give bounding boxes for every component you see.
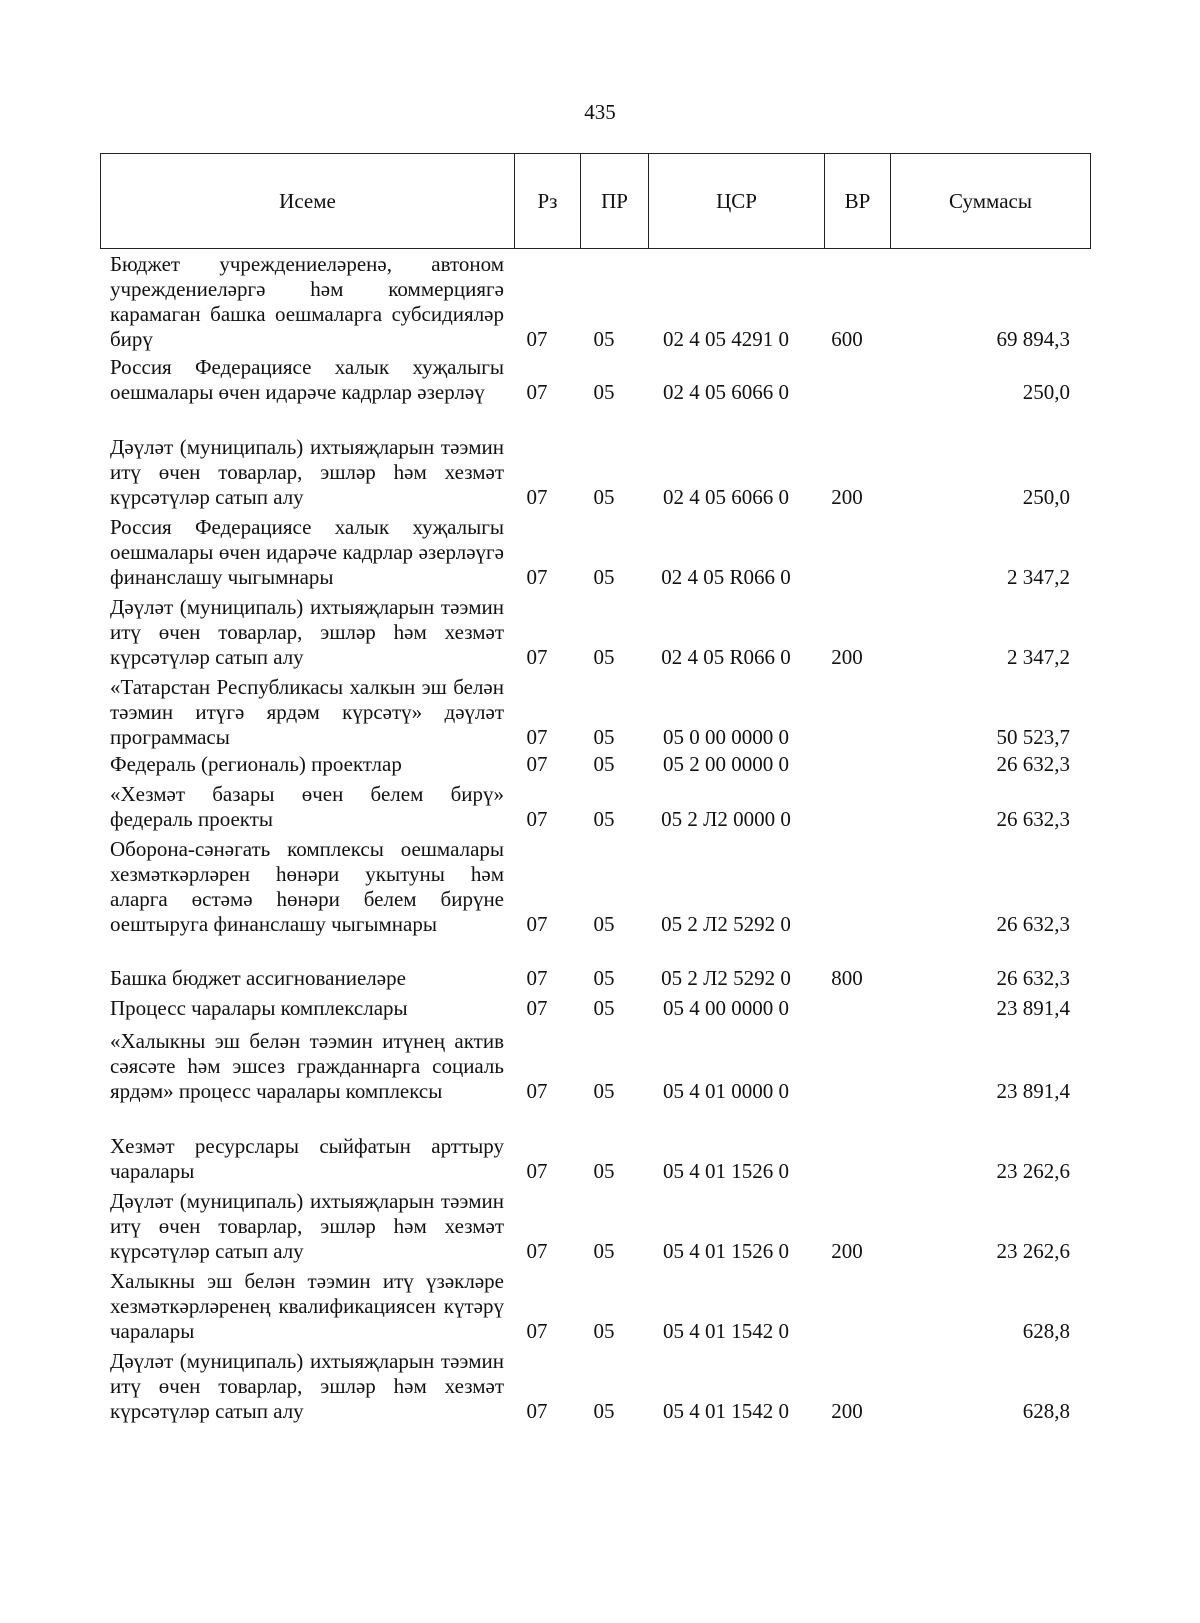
row-pr: 05	[593, 912, 615, 936]
row-sum: 23 891,4	[996, 1079, 1070, 1103]
row-sum: 628,8	[1022, 1399, 1070, 1423]
row-pr: 05	[593, 1159, 615, 1183]
row-sum: 69 894,3	[996, 327, 1070, 351]
row-name: Россия Федерациясе халык хуҗалыгы оешмалары өчен идарәче кадрлар әзерләүгә финанслашу чыгымнары	[110, 515, 504, 589]
row-pr: 05	[593, 1239, 615, 1263]
row-csr: 05 2 Л2 5292 0	[661, 966, 791, 990]
row-vr: 200	[831, 1239, 863, 1263]
row-sum: 628,8	[1022, 1319, 1070, 1343]
row-csr: 05 2 00 0000 0	[663, 752, 789, 776]
row-pr: 05	[593, 645, 615, 669]
column-header-vr: ВР	[825, 154, 891, 249]
row-vr: 200	[831, 1399, 863, 1423]
row-sum: 2 347,2	[1007, 645, 1070, 669]
row-sum: 50 523,7	[996, 725, 1070, 749]
table-row	[100, 1349, 1090, 1424]
row-name: Хезмәт ресурслары сыйфатын арттыру чаралары	[110, 1134, 504, 1183]
row-pr: 05	[593, 565, 615, 589]
row-name: Дәүләт (муниципаль) ихтыяҗларын тәэмин итү өчен товарлар, эшләр һәм хезмәт күрсәтүләр сатып алу	[110, 1189, 504, 1263]
row-name: Оборона-сәнәгать комплексы оешмалары хезмәткәрләрен һөнәри укытуны һәм аларга өстәмә һөнәри белем бирүне оештыруга финанслашу чыгымнары	[110, 837, 504, 936]
row-sum: 26 632,3	[996, 807, 1070, 831]
table-row	[100, 782, 1090, 832]
row-pr: 05	[593, 807, 615, 831]
row-csr: 05 4 01 1526 0	[663, 1239, 789, 1263]
row-csr: 02 4 05 R066 0	[661, 645, 791, 669]
row-sum: 26 632,3	[996, 752, 1070, 776]
row-rz: 07	[526, 966, 548, 990]
table-row	[100, 515, 1090, 590]
row-name: Дәүләт (муниципаль) ихтыяҗларын тәэмин итү өчен товарлар, эшләр һәм хезмәт күрсәтүләр сатып алу	[110, 595, 504, 669]
row-name: Россия Федерациясе халык хуҗалыгы оешмалары өчен идарәче кадрлар әзерләү	[110, 355, 504, 404]
row-pr: 05	[593, 996, 615, 1020]
row-rz: 07	[526, 752, 548, 776]
row-name: Бюджет учреждениеләренә, автоном учреждениеләргә һәм коммерциягә карамаган башка оешмаларга субсидияләр бирү	[110, 252, 504, 351]
table-row	[100, 675, 1090, 750]
row-name: Дәүләт (муниципаль) ихтыяҗларын тәэмин итү өчен товарлар, эшләр һәм хезмәт күрсәтүләр сатып алу	[110, 1349, 504, 1423]
table-row	[100, 1134, 1090, 1184]
row-rz: 07	[526, 1399, 548, 1423]
table-row	[100, 1269, 1090, 1344]
row-pr: 05	[593, 1399, 615, 1423]
row-sum: 23 262,6	[996, 1239, 1070, 1263]
row-rz: 07	[526, 485, 548, 509]
table-row	[100, 595, 1090, 670]
row-rz: 07	[526, 912, 548, 936]
row-sum: 250,0	[1022, 485, 1070, 509]
row-pr: 05	[593, 380, 615, 404]
row-pr: 05	[593, 1319, 615, 1343]
row-rz: 07	[526, 1319, 548, 1343]
row-rz: 07	[526, 1239, 548, 1263]
column-header-name: Исеме	[101, 154, 515, 249]
row-csr: 02 4 05 4291 0	[663, 327, 789, 351]
table-row	[100, 252, 1090, 352]
row-sum: 250,0	[1022, 380, 1070, 404]
row-rz: 07	[526, 380, 548, 404]
table-row	[100, 435, 1090, 510]
table-row	[100, 966, 1090, 991]
row-name: Башка бюджет ассигнованиеләре	[110, 966, 406, 990]
row-rz: 07	[526, 1079, 548, 1103]
row-vr: 200	[831, 485, 863, 509]
page-number: 435	[584, 100, 616, 124]
table-row	[100, 1189, 1090, 1264]
table-row	[100, 837, 1090, 937]
row-sum: 23 891,4	[996, 996, 1070, 1020]
table-row	[100, 1029, 1090, 1104]
row-sum: 26 632,3	[996, 966, 1070, 990]
row-csr: 02 4 05 6066 0	[663, 380, 789, 404]
column-header-sum: Суммасы	[891, 154, 1091, 249]
row-pr: 05	[593, 327, 615, 351]
row-vr: 800	[831, 966, 863, 990]
row-name: Халыкны эш белән тәэмин итү үзәкләре хезмәткәрләренең квалификациясен күтәрү чаралары	[110, 1269, 504, 1343]
row-rz: 07	[526, 725, 548, 749]
row-rz: 07	[526, 645, 548, 669]
row-name: Федераль (региональ) проектлар	[110, 752, 402, 776]
row-pr: 05	[593, 485, 615, 509]
row-csr: 05 2 Л2 5292 0	[661, 912, 791, 936]
row-vr: 200	[831, 645, 863, 669]
row-sum: 26 632,3	[996, 912, 1070, 936]
row-name: «Татарстан Республикасы халкын эш белән тәэмин итүгә ярдәм күрсәтү» дәүләт программасы	[110, 675, 504, 749]
row-sum: 2 347,2	[1007, 565, 1070, 589]
row-csr: 02 4 05 6066 0	[663, 485, 789, 509]
row-csr: 02 4 05 R066 0	[661, 565, 791, 589]
table-row	[100, 996, 1090, 1021]
row-pr: 05	[593, 966, 615, 990]
row-rz: 07	[526, 565, 548, 589]
row-csr: 05 4 01 1526 0	[663, 1159, 789, 1183]
row-rz: 07	[526, 807, 548, 831]
column-header-pr: ПР	[581, 154, 649, 249]
row-csr: 05 0 00 0000 0	[663, 725, 789, 749]
row-rz: 07	[526, 1159, 548, 1183]
row-pr: 05	[593, 725, 615, 749]
row-csr: 05 4 01 1542 0	[663, 1319, 789, 1343]
row-pr: 05	[593, 752, 615, 776]
row-pr: 05	[593, 1079, 615, 1103]
column-header-csr: ЦСР	[649, 154, 825, 249]
row-csr: 05 2 Л2 0000 0	[661, 807, 791, 831]
row-rz: 07	[526, 327, 548, 351]
row-name: «Хезмәт базары өчен белем бирү» федераль проекты	[110, 782, 504, 831]
row-sum: 23 262,6	[996, 1159, 1070, 1183]
row-name: Дәүләт (муниципаль) ихтыяҗларын тәэмин итү өчен товарлар, эшләр һәм хезмәт күрсәтүләр сатып алу	[110, 435, 504, 509]
table-header	[100, 153, 1091, 249]
table-row	[100, 355, 1090, 405]
column-header-rz: Рз	[515, 154, 581, 249]
row-rz: 07	[526, 996, 548, 1020]
row-vr: 600	[831, 327, 863, 351]
row-name: Процесс чаралары комплекслары	[110, 996, 408, 1020]
row-csr: 05 4 01 1542 0	[663, 1399, 789, 1423]
row-csr: 05 4 00 0000 0	[663, 996, 789, 1020]
table-row	[100, 752, 1090, 777]
row-csr: 05 4 01 0000 0	[663, 1079, 789, 1103]
row-name: «Халыкны эш белән тәэмин итүнең актив сәясәте һәм эшсез гражданнарга социаль ярдәм» процесс чаралары комплексы	[110, 1029, 504, 1103]
